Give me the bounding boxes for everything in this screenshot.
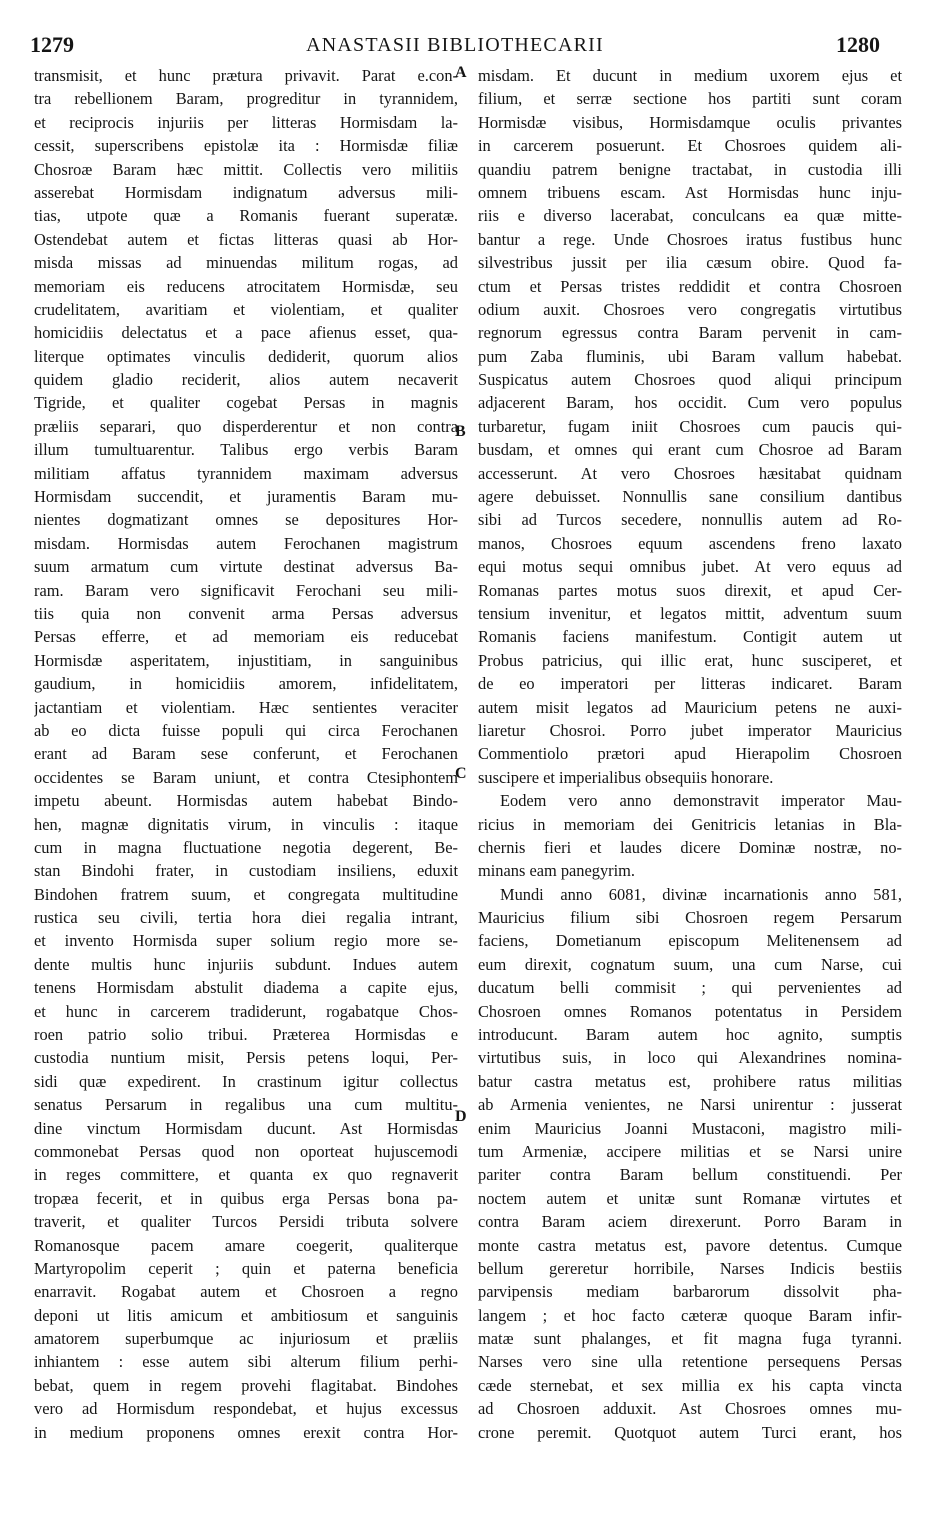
text-line: manos, Chosroes equum ascendens freno laxato — [478, 533, 902, 553]
text-line: ctum et Persas tristes reddidit et contra Chosroen — [478, 276, 902, 296]
page-header — [30, 32, 880, 62]
text-line: ducatum belli commisit ; qui pervenientes ad — [478, 978, 902, 998]
text-line: Ostendebat autem et fictas litteras quasi ab Hor- — [34, 229, 458, 249]
text-line: commonebat Persas quod non oporteat hujuscemodi — [34, 1141, 458, 1161]
text-line: traverit, et qualiter Turcos Persidi tributa solvere — [34, 1212, 458, 1232]
text-line: batur castra metatus est, prohibere ratus militias — [478, 1071, 902, 1091]
text-line: Hormisdæ asperitatem, injustitiam, in sanguinibus — [34, 650, 458, 670]
page-number-left: 1279 — [30, 32, 74, 57]
margin-letter-a: A — [455, 64, 467, 81]
text-line: agere debuisset. Nonnullis sane consilium dantibus — [478, 487, 902, 507]
text-line: virtutibus suis, in loco qui Alexandrines nomina- — [478, 1048, 902, 1068]
text-line: regnorum egressus contra Baram pervenit in cam- — [478, 323, 902, 343]
text-line: Romanosque pacem amare coegerit, qualiterque — [34, 1235, 458, 1255]
page-number-right: 1280 — [836, 32, 880, 57]
text-line: turbaretur, fugam iniit Chosroes cum paucis qui- — [478, 416, 902, 436]
text-line: stan Bindohi frater, in custodiam insiliens, eduxit — [34, 861, 458, 881]
running-title: ANASTASII BIBLIOTHECARII — [306, 34, 604, 56]
text-line: liaretur Chosroi. Porro jubet imperator Mauricius — [478, 720, 902, 740]
text-line: tropæa fecerit, et in quibus erga Persas bona pa- — [34, 1188, 458, 1208]
text-line: Romanis faciens manifestum. Contigit autem ut — [478, 627, 902, 647]
text-line: introducunt. Baram autem hoc agnito, sumptis — [478, 1025, 902, 1045]
text-line: Chosroen omnes Romanos potentatus in Persidem — [478, 1001, 902, 1021]
text-line: omnem tribuens escam. Ast Hormisdas hunc inju- — [478, 182, 902, 202]
text-line: ricius in memoriam dei Genitricis letanias in Bla- — [478, 814, 902, 834]
text-line: dente multis hunc injuriis subdunt. Indues autem — [34, 954, 458, 974]
text-line: cessit, superscribens epistolæ ita : Hormisdæ filiæ — [34, 136, 458, 156]
text-line: sidi quæ expedirent. In crastinum igitur collectus — [34, 1071, 458, 1091]
text-line: hen, magnæ dignitatis virum, in vinculis : itaque — [34, 814, 458, 834]
text-line: Narses vero sine ulla retentione persequens Persas — [478, 1352, 902, 1372]
text-line: langem ; et hoc facto cæteræ quoque Baram infir- — [478, 1305, 902, 1325]
margin-letter-b: B — [455, 423, 466, 440]
text-line: asserebat Hormisdam indignatum adversus mili- — [34, 182, 458, 202]
text-line: Martyropolim ceperit ; quin et paterna beneficia — [34, 1258, 458, 1278]
text-line: homicidiis delectatus et a pace afienus esset, qua- — [34, 323, 458, 343]
text-line: enarravit. Rogabat autem et Chosroen a regno — [34, 1282, 458, 1302]
text-line: bellum gereretur horribile, Narses Indicis bestiis — [478, 1258, 902, 1278]
text-line: jactantiam et violentiam. Hæc sentientes veraciter — [34, 697, 458, 717]
text-line: crone peremit. Quotquot autem Turci erant, hos — [478, 1422, 902, 1442]
text-line: custodia nuntium misit, Persis petens loqui, Per- — [34, 1048, 458, 1068]
text-line: misda missas ad minuendas militum rogas, ad — [34, 253, 458, 273]
text-line: minans eam panegyrim. — [478, 861, 636, 881]
text-line: filium, et serræ sectione hos partiti sunt coram — [478, 89, 902, 109]
text-line: Hormisdæ visibus, Hormisdamque oculis privantes — [478, 112, 902, 132]
text-line: matæ sunt phalanges, et fit magna fuga tyranni. — [478, 1329, 902, 1349]
text-line: riis e diverso lacerabat, conculcans ea quæ mitte- — [478, 206, 902, 226]
text-line: odium auxit. Chosroes vero congregatis virtutibus — [478, 299, 902, 319]
text-line: transmisit, et hunc prætura privavit. Parat e.con- — [34, 66, 458, 85]
text-line: enim Mauricius Joanni Mustaconi, magistro mili- — [478, 1118, 902, 1138]
text-line: illum tumultuarentur. Talibus ergo verbis Baram — [34, 440, 458, 460]
text-line: suum armatum cum virtute destinat adversus Ba- — [34, 557, 458, 577]
text-line: suscipere et imperialibus obsequiis honorare. — [478, 767, 774, 787]
text-line: ab Armenia venientes, ne Narsi unirentur : jusserat — [478, 1095, 902, 1115]
text-line: parvipensis mediam barbarorum dissolvit pha- — [478, 1282, 902, 1302]
text-line: cæde sternebat, et sex millia ex his capta vincta — [478, 1375, 902, 1395]
text-line: et hunc in carcerem tradiderunt, rogabatque Chos- — [34, 1001, 458, 1021]
text-line: deponi ut litis amicum et ambitiosum et sanguinis — [34, 1305, 458, 1325]
text-line: tum Armeniæ, accipere militias et se Narsi unire — [478, 1141, 902, 1161]
margin-letter-c: C — [455, 765, 467, 782]
text-line: in medium proponens omnes erexit contra Hor- — [34, 1422, 458, 1442]
text-line: amatorem superbumque ac injuriosum et præliis — [34, 1329, 458, 1349]
text-line: Eodem vero anno demonstravit imperator Mau- — [500, 791, 902, 811]
text-line: nientes dogmatizant omnes se depositures Hor- — [34, 510, 458, 530]
text-line: ram. Baram vero significavit Ferochani seu mili- — [34, 580, 458, 600]
text-line: pum Zaba fluminis, ubi Baram vallum habebat. — [478, 346, 902, 366]
text-line: occidentes se Baram uniunt, et contra Ctesiphontem — [34, 767, 458, 787]
text-line: vero ad Hormisdum respondebat, et hujus excessus — [34, 1399, 458, 1419]
text-line: in reges committere, et quanta ex quo regnaverit — [34, 1165, 458, 1185]
right-column — [478, 64, 902, 1444]
text-line: Romanas partes motus suos direxit, et apud Cer- — [478, 580, 902, 600]
text-line: ad Chosroen adduxit. Ast Chosroes omnes mu- — [478, 1399, 902, 1419]
text-line: Hormisdam succendit, et juramentis Baram mu- — [34, 487, 458, 507]
text-line: tensium invenitur, et legatos mittit, adventum suum — [478, 603, 902, 623]
text-line: tra rebellionem Baram, progreditur in tyrannidem, — [34, 89, 458, 109]
text-line: silvestribus jussit per ilia cæsum obire. Quod fa- — [478, 253, 902, 273]
text-line: eum direxit, cognatum suum, una cum Narse, cui — [478, 954, 902, 974]
text-line: et invento Hormisda super solium regio more se- — [34, 931, 458, 951]
text-line: erant ad Baram sese conferunt, et Ferochanen — [34, 744, 458, 764]
text-line: memoriam eis reducens atrocitatem Hormisdæ, seu — [34, 276, 458, 296]
text-line: et reciprocis injuriis per litteras Hormisdam la- — [34, 112, 458, 132]
text-line: contra Baram aciem direxerunt. Porro Baram in — [478, 1212, 902, 1232]
text-line: pariter contra Baram bellum constituendi. Per — [478, 1165, 902, 1185]
margin-letter-d: D — [455, 1108, 467, 1125]
text-line: Bindohen fratrem suum, et congregata multitudine — [34, 884, 458, 904]
text-line: bebat, quem in regem provehi flagitabat. Bindohes — [34, 1375, 458, 1395]
text-line: noctem autem et unitæ sunt Romanæ virtutes et — [478, 1188, 902, 1208]
text-line: busdam, et omnes qui erant cum Chosroe ad Baram — [478, 440, 902, 460]
text-line: in carcerem posuerunt. Et Chosroes quidem ali- — [478, 136, 902, 156]
text-line: tiis quia non convenit arma Persas adversus — [34, 603, 458, 623]
text-line: tenens Hormisdam abstulit diadema a capite ejus, — [34, 978, 458, 998]
text-line: Mundi anno 6081, divinæ incarnationis anno 581, — [500, 884, 902, 904]
text-line: Mauricius filium sibi Chosroen regem Persarum — [478, 908, 902, 928]
text-line: autem misit legatos ad Mauricium petens ne auxi- — [478, 697, 902, 717]
text-line: inhiantem : esse autem sibi alterum filium perhi- — [34, 1352, 458, 1372]
text-line: rustica seu civili, tertia hora diei regalia intrant, — [34, 908, 458, 928]
text-line: Probus patricius, qui illic erat, hunc susciperet, et — [478, 650, 902, 670]
text-line: monte castra metatus est, pavore detentus. Cumque — [478, 1235, 902, 1255]
text-line: impetu abeunt. Hormisdas autem habebat Bindo- — [34, 791, 458, 811]
text-line: ab eo dicta fuisse populi qui circa Ferochanen — [34, 720, 458, 740]
left-column — [34, 64, 458, 1444]
text-line: præliis separari, quo disperderentur et non contra — [34, 416, 458, 436]
text-line: adjacerent Baram, hos occidit. Cum vero populus — [478, 393, 902, 413]
text-line: literque optimates vinculis dediderit, quorum alios — [34, 346, 458, 366]
text-line: quandiu patrem benigne tractabat, in custodia illi — [478, 159, 902, 179]
text-line: bantur a rege. Unde Chosroes iratus fustibus hunc — [478, 229, 902, 249]
text-line: Chosroæ Baram hæc mittit. Collectis vero militiis — [34, 159, 458, 179]
text-line: chernis fieri et laudes dicere Dominæ nostræ, no- — [478, 837, 902, 857]
text-line: tias, utpote quæ a Romanis fuerant superatæ. — [34, 206, 458, 226]
text-line: Tigride, et qualiter cogebat Persas in magnis — [34, 393, 458, 413]
text-line: roen patrio solio tribui. Præterea Hormisdas e — [34, 1025, 458, 1045]
text-line: de eo imperatori per litteras indicaret. Baram — [478, 674, 902, 694]
text-line: militiam affatus tyrannidem maximam adversus — [34, 463, 458, 483]
text-line: sibi ad Turcos secedere, nonnullis autem ad Ro- — [478, 510, 902, 530]
text-line: Commentiolo prætori apud Hierapolim Chosroen — [478, 744, 902, 764]
text-line: senatus Persarum in regalibus una cum multitu- — [34, 1095, 458, 1115]
text-line: faciens, Dometianum episcopum Melitenensem ad — [478, 931, 902, 951]
text-line: cum in magna fluctuatione negotia degerent, Be- — [34, 837, 458, 857]
text-line: crudelitatem, avaritiam et violentiam, et qualiter — [34, 299, 458, 319]
text-line: Persas efferre, et ad memoriam eis reducebat — [34, 627, 458, 647]
text-line: misdam. Et ducunt in medium uxorem ejus et — [478, 66, 902, 85]
text-line: misdam. Hormisdas autem Ferochanen magistrum — [34, 533, 458, 553]
text-line: accesserunt. At vero Chosroes hæsitabat quidnam — [478, 463, 902, 483]
text-line: quidem gladio reciderit, alios autem necaverit — [34, 370, 458, 390]
text-line: gaudium, in homicidiis amorem, infidelitatem, — [34, 674, 458, 694]
text-line: dine vinctum Hormisdam ducunt. Ast Hormisdas — [34, 1118, 458, 1138]
text-line: Suspicatus autem Chosroes quod aliqui principum — [478, 370, 902, 390]
text-line: equi motus sequi omnibus jubet. At vero equus ad — [478, 557, 902, 577]
